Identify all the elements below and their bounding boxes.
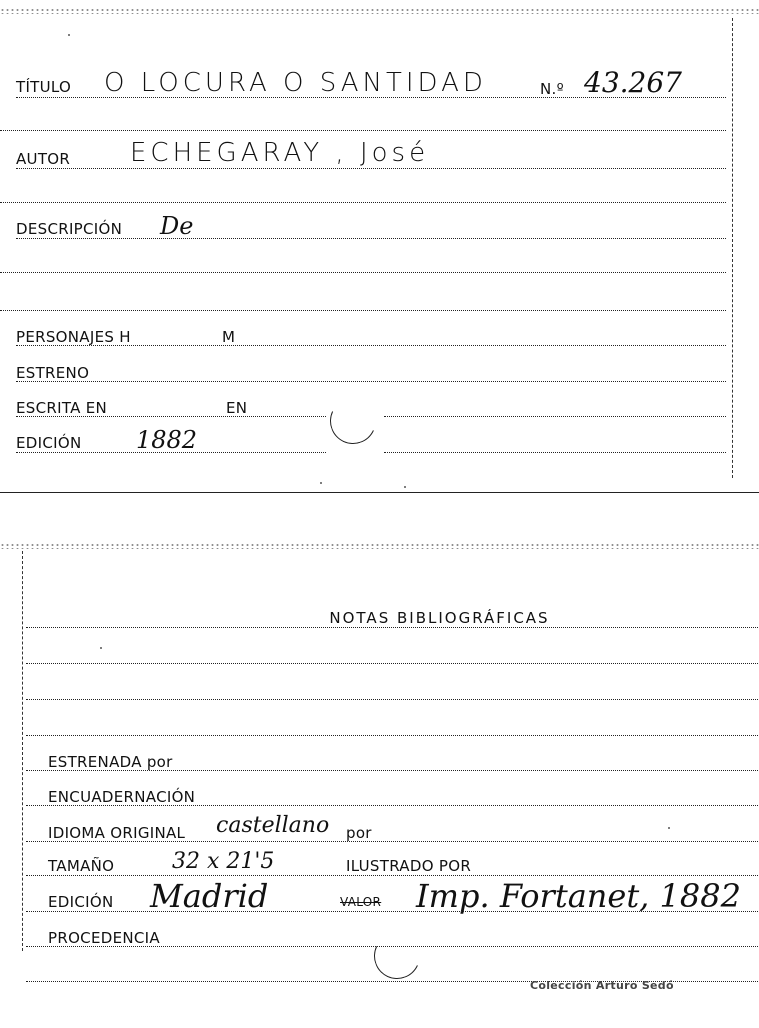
rule-line xyxy=(0,202,726,203)
idioma-line xyxy=(26,841,758,842)
estrenada-label: ESTRENADA por xyxy=(48,753,173,771)
edicion-line xyxy=(16,452,326,453)
speck xyxy=(320,482,322,484)
titulo-label: TÍTULO xyxy=(16,78,72,96)
estrenada-line xyxy=(26,770,758,771)
encuadernacion-label: ENCUADERNACIÓN xyxy=(48,788,196,806)
descripcion-label: DESCRIPCIÓN xyxy=(16,220,123,238)
notas-heading: NOTAS BIBLIOGRÁFICAS xyxy=(329,609,550,627)
encuadernacion-line xyxy=(26,805,758,806)
edicion-line-right xyxy=(384,452,726,453)
punch-hole-mark xyxy=(368,927,427,986)
ilustrado-label: ILUSTRADO POR xyxy=(346,857,472,875)
rule-line xyxy=(0,272,726,273)
rule-line xyxy=(26,735,758,736)
autor-line xyxy=(16,168,726,169)
catalog-card-back xyxy=(0,543,759,1028)
tamano-label: TAMAÑO xyxy=(48,857,115,875)
autor-label: AUTOR xyxy=(16,150,71,168)
estreno-label: ESTRENO xyxy=(16,364,90,382)
card-top-edge xyxy=(0,543,759,549)
estreno-line xyxy=(16,381,726,382)
edicion2-value: Madrid xyxy=(150,877,269,915)
procedencia-label: PROCEDENCIA xyxy=(48,929,160,947)
speck xyxy=(68,34,70,36)
descripcion-line xyxy=(16,238,726,239)
card-right-border xyxy=(732,18,733,478)
valor-label: VALOR xyxy=(340,895,382,909)
speck xyxy=(404,486,406,488)
tamano-line xyxy=(26,875,758,876)
idioma-por-label: por xyxy=(346,824,372,842)
edicion2-label: EDICIÓN xyxy=(48,893,114,911)
tamano-value: 32 x 21'5 xyxy=(172,849,275,874)
numero-label: N.º xyxy=(540,80,564,98)
card-left-border xyxy=(22,551,23,951)
edicion-label: EDICIÓN xyxy=(16,434,82,452)
rule-line xyxy=(0,130,726,131)
edicion2-line xyxy=(26,911,758,912)
rule-line xyxy=(0,310,726,311)
idioma-label: IDIOMA ORIGINAL xyxy=(48,824,186,842)
edicion-value: 1882 xyxy=(136,426,198,454)
titulo-value: O LOCURA O SANTIDAD xyxy=(104,68,487,98)
punch-hole-mark xyxy=(324,392,383,451)
collection-credit: Colección Arturo Sedó xyxy=(530,979,674,992)
speck xyxy=(668,827,670,829)
speck xyxy=(100,647,102,649)
escrita-label: ESCRITA EN xyxy=(16,399,108,417)
idioma-value: castellano xyxy=(216,813,330,838)
numero-value: 43.267 xyxy=(584,66,682,99)
personajes-m-label: M xyxy=(222,328,236,346)
card-top-edge xyxy=(0,8,759,14)
descripcion-value: De xyxy=(160,212,194,240)
personajes-line xyxy=(16,345,726,346)
heading-line xyxy=(26,627,758,628)
autor-value: ECHEGARAY , José xyxy=(130,138,430,168)
rule-line xyxy=(26,663,758,664)
imprenta-value: Imp. Fortanet, 1882 xyxy=(416,877,741,915)
personajes-label: PERSONAJES H xyxy=(16,328,131,346)
rule-line xyxy=(26,699,758,700)
titulo-line xyxy=(16,97,726,98)
escrita-line xyxy=(16,416,326,417)
en-label: EN xyxy=(226,399,248,417)
escrita-line-right xyxy=(384,416,726,417)
catalog-card-front xyxy=(0,0,759,493)
